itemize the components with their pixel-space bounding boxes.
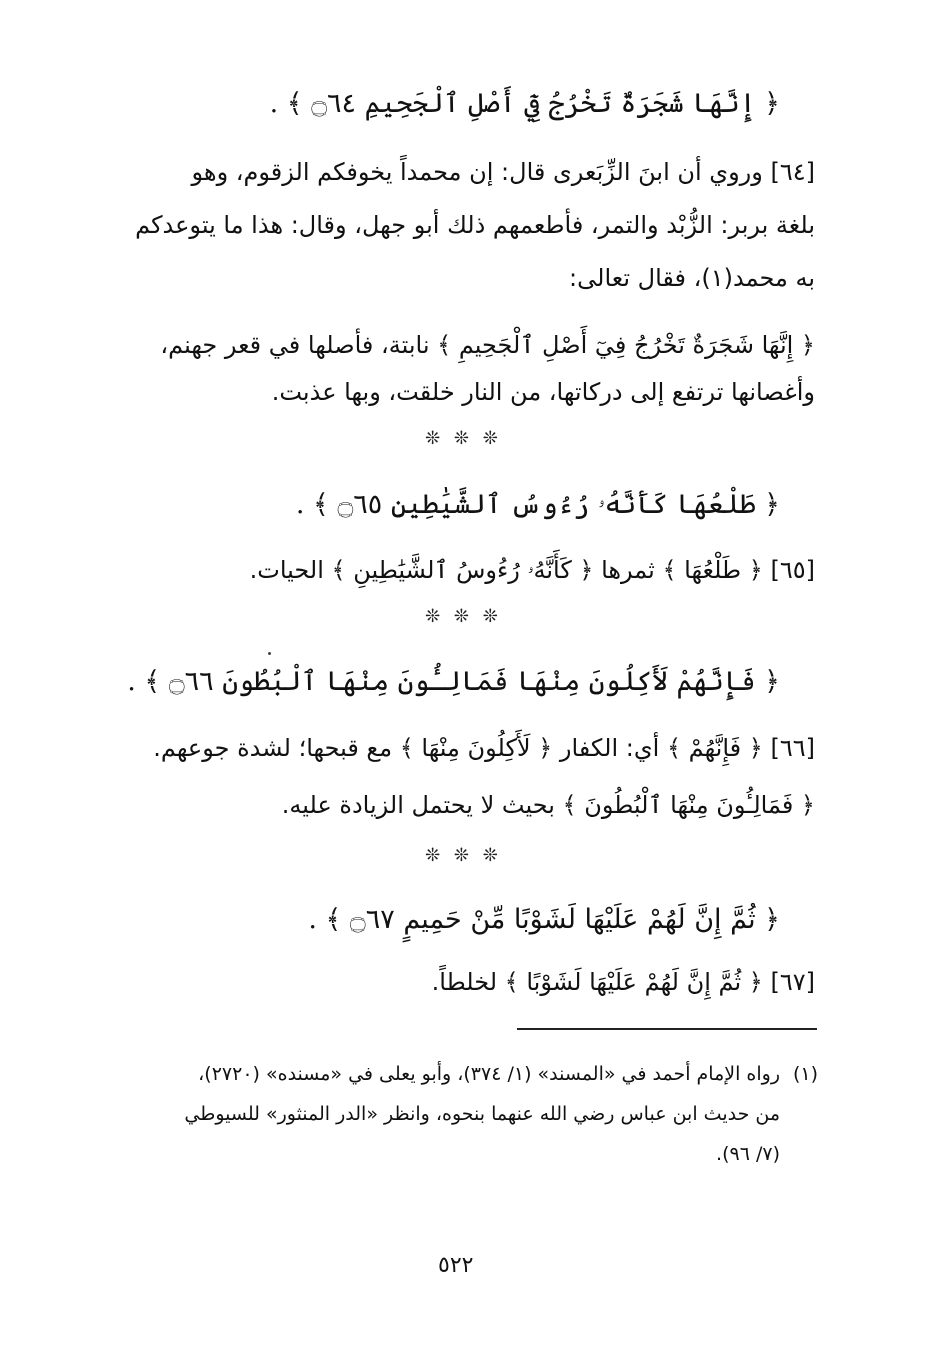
footnote-line-2: من حديث ابن عباس رضي الله عنهما بنحوه، وانظر «الدر المنثور» للسيوطي bbox=[184, 1103, 780, 1125]
commentary-64-line-5: وأغصانها ترتفع إلى دركاتها، من النار خلقت، وبها عذبت. bbox=[271, 378, 815, 406]
commentary-64-line-3: به محمد(١)، فقال تعالى: bbox=[569, 264, 815, 292]
verse-67: ﴿ ثُمَّ إِنَّ لَهُمْ عَلَيْهَا لَشَوْبًا مِّنْ حَمِيمٍ ۝٦٧ ﴾ . bbox=[308, 904, 780, 935]
commentary-66-line-2: ﴿ فَمَالِـُٔونَ مِنْهَا ٱلْبُطُونَ ﴾ بحيث لا يحتمل الزيادة عليه. bbox=[281, 791, 815, 819]
commentary-64-line-4: ﴿ إِنَّهَا شَجَرَةٌ تَخْرُجُ فِيٓ أَصْلِ ٱلْجَحِيمِ ﴾ نابتة، فأصلها في قعر جهنم، bbox=[160, 331, 815, 359]
print-speck bbox=[268, 652, 271, 655]
section-separator-1: ❊ ❊ ❊ bbox=[425, 428, 502, 449]
commentary-65-line-1: [٦٥] ﴿ طَلْعُهَا ﴾ ثمرها ﴿ كَأَنَّهُۥ رُءُوسُ ٱلشَّيَٰطِينِ ﴾ الحيات. bbox=[249, 556, 815, 584]
verse-64: ﴿ إِنَّهَا شَجَرَةٌ تَخْرُجُ فِيٓ أَصْلِ ٱلْجَحِيمِ ۝٦٤ ﴾ . bbox=[269, 88, 780, 119]
commentary-64-line-2: بلغة بربر: الزُّبْد والتمر، فأطعمهم ذلك أبو جهل، وقال: هذا ما يتوعدكم bbox=[135, 211, 815, 239]
page-number: ٥٢٢ bbox=[438, 1253, 474, 1278]
verse-65: ﴿ طَلْعُهَا كَأَنَّهُۥ رُءُوسُ ٱلشَّيَٰطِينِ ۝٦٥ ﴾ . bbox=[295, 489, 780, 520]
verse-66: ﴿ فَإِنَّهُمْ لَأَكِلُونَ مِنْهَا فَمَالِـُٔونَ مِنْهَا ٱلْبُطُونَ ۝٦٦ ﴾ . bbox=[127, 666, 780, 697]
footnote-line-3: (٧/ ٩٦). bbox=[716, 1143, 780, 1165]
footnote-line-1: رواه الإمام أحمد في «المسند» (١/ ٣٧٤)، وأبو يعلى في «مسنده» (٢٧٢٠)، bbox=[198, 1063, 780, 1085]
footnote-marker: (١) bbox=[792, 1063, 818, 1085]
footnote-separator bbox=[517, 1028, 817, 1030]
commentary-66-line-1: [٦٦] ﴿ فَإِنَّهُمْ ﴾ أي: الكفار ﴿ لَأَكِلُونَ مِنْهَا ﴾ مع قبحها؛ لشدة جوعهم. bbox=[153, 734, 815, 762]
section-separator-3: ❊ ❊ ❊ bbox=[425, 845, 502, 866]
commentary-67-line-1: [٦٧] ﴿ ثُمَّ إِنَّ لَهُمْ عَلَيْهَا لَشَوْبًا ﴾ لخلطاً. bbox=[431, 968, 815, 996]
commentary-64-line-1: [٦٤] وروي أن ابنَ الزِّبَعرى قال: إن محمداً يخوفكم الزقوم، وهو bbox=[191, 158, 815, 186]
section-separator-2: ❊ ❊ ❊ bbox=[425, 606, 502, 627]
